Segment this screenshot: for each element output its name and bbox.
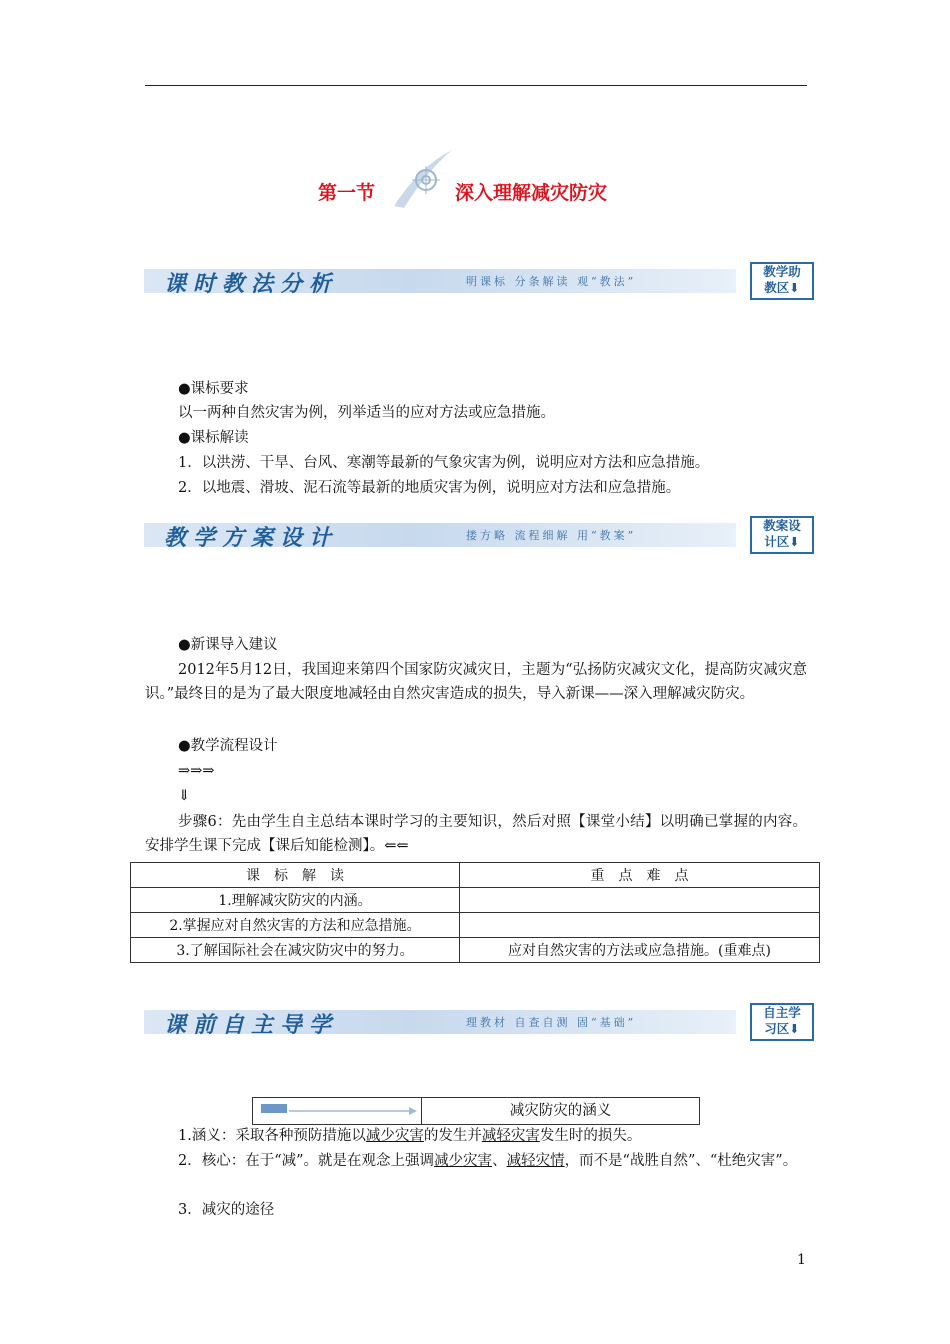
table-cell: 应对自然灾害的方法或应急措施。(重难点) — [460, 938, 820, 963]
table-row — [131, 888, 820, 913]
table-header: 课 标 解 读 — [131, 863, 460, 888]
flow-heading: ●教学流程设计 — [178, 738, 278, 754]
banner-zone-button[interactable]: 自主学 习区⬇ — [750, 1003, 814, 1041]
banner-subtitle: 明课标 分条解读 观“教法” — [466, 275, 637, 288]
banner-self-study — [144, 1003, 814, 1041]
right-arrow-icon — [253, 1098, 421, 1124]
objectives-table — [130, 862, 820, 963]
knowledge-box-title: 减灾防灾的涵义 — [509, 1103, 612, 1119]
banner-zone-button[interactable]: 教学助 教区⬇ — [750, 262, 814, 300]
title-section-number: 第一节 — [318, 182, 376, 204]
req-text: 以一两种自然灾害为例，列举适当的应对方法或应急措施。 — [178, 405, 555, 421]
target-arrow-icon — [390, 146, 454, 210]
table-row — [131, 913, 820, 938]
table-header-row — [131, 863, 820, 888]
banner-title: 课前自主导学 — [164, 1012, 339, 1038]
table-cell: 1.理解减灾防灾的内涵。 — [131, 888, 460, 913]
intro-heading: ●新课导入建议 — [178, 637, 278, 653]
banner-subtitle: 搂方略 流程细解 用“教案” — [466, 529, 637, 542]
req-heading: ●课标要求 — [178, 381, 249, 397]
page-number: 1 — [797, 1252, 806, 1268]
step6-paragraph: 步骤6：先由学生自主总结本课时学习的主要知识，然后对照【课堂小结】以明确已掌握的内容。安排学生课下完成【课后知能检测】。⇐⇐ — [145, 814, 807, 854]
knowledge-point-box — [252, 1097, 700, 1125]
banner-title: 教学方案设计 — [164, 525, 339, 551]
flow-arrows: ⇒⇒⇒ — [178, 763, 215, 779]
knowledge-arrow — [253, 1098, 422, 1124]
intro-paragraph: 2012年5月12日，我国迎来第四个国家防灾减灾日，主题为“弘扬防灾减灾文化，提高防灾减灾意识。”最终目的是为了最大限度地减轻由自然灾害造成的损失，导入新课——深入理解减灾防灾。 — [145, 662, 807, 702]
table-cell: 2.掌握应对自然灾害的方法和应急措施。 — [131, 913, 460, 938]
definition-item-3: 3．减灾的途径 — [178, 1202, 275, 1218]
table-cell — [460, 913, 820, 938]
banner-title: 课时教法分析 — [164, 271, 339, 297]
definition-item-2: 2．核心：在于“减”。就是在观念上强调减少灾害、减轻灾情，而不是“战胜自然”、“杜绝灾害”。 — [178, 1153, 798, 1169]
read-item-1: 1．以洪涝、干旱、台风、寒潮等最新的气象灾害为例，说明应对方法和应急措施。 — [178, 455, 710, 471]
definition-item-1: 1.涵义：采取各种预防措施以减少灾害的发生并减轻灾害发生时的损失。 — [178, 1128, 642, 1144]
banner-zone-button[interactable]: 教案设 计区⬇ — [750, 516, 814, 554]
flow-down-arrow: ⇓ — [178, 788, 191, 804]
banner-lesson-analysis — [144, 262, 814, 300]
banner-subtitle: 理教材 自查自测 固“基础” — [466, 1016, 637, 1029]
banner-teaching-design — [144, 516, 814, 554]
table-cell — [460, 888, 820, 913]
table-cell: 3.了解国际社会在减灾防灾中的努力。 — [131, 938, 460, 963]
table-row — [131, 938, 820, 963]
table-header: 重 点 难 点 — [460, 863, 820, 888]
lesson-title — [0, 178, 950, 210]
read-heading: ●课标解读 — [178, 430, 249, 446]
read-item-2: 2．以地震、滑坡、泥石流等最新的地质灾害为例，说明应对方法和应急措施。 — [178, 480, 681, 496]
title-text: 深入理解减灾防灾 — [455, 182, 608, 204]
header-rule — [145, 85, 807, 86]
